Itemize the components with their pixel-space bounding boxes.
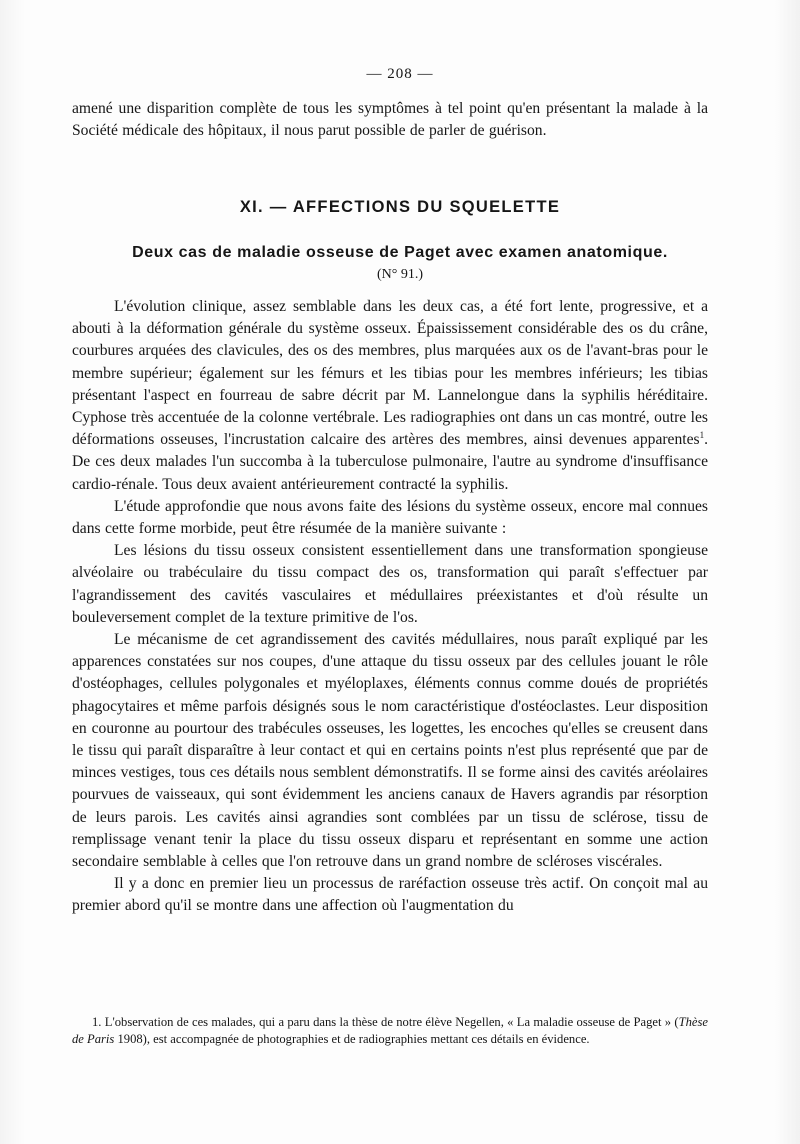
intro-paragraph-block xyxy=(72,98,708,142)
footnote-thesis-title: Thèse de Paris xyxy=(72,1015,708,1046)
paragraph-rarefaction: Il y a donc en premier lieu un processus de raréfaction osseuse très actif. On conçoit mal au premier abord qu'il se montre dans une affection où l'augmentation du xyxy=(72,875,708,915)
paragraph-mechanism: Le mécanisme de cet agrandissement des cavités médullaires, nous paraît expliqué par les apparences constatées sur nos coupes, d'une attaque du tissu osseux par des cellules jouant le rôle d'ostéophages, cellules polygonales et myéloplaxes, éléments connus comme doués de propriétés phagocytaires et même parfois désignés sous le nom caractéristique d'ostéoclastes. Leur disposition en couronne au pourtour des trabécules osseuses, les logettes, les encoches qu'elles se creusent dans le tissu qui paraît disparaître à leur contact et qui en certains points n'est plus représenté que par de minces vestiges, tous ces détails nous semblent démonstratifs. Il se forme ainsi des cavités aréolaires pourvues de vaisseaux, qui sont évidemment les anciens canaux de Havers agrandis par résorption de leurs parois. Les cavités ainsi agrandies sont comblées par un tissu de sclérose, tissu de remplissage venant tenir la place du tissu osseux disparu et représentant en somme une action secondaire semblable à celles que l'on retrouve dans un grand nombre de scléroses viscérales. xyxy=(72,631,708,871)
body-text xyxy=(72,296,708,918)
footnote-text xyxy=(72,1014,708,1048)
footnote xyxy=(72,1014,708,1048)
paragraph-clinical-evolution xyxy=(72,296,708,496)
footnote-marker: 1. xyxy=(92,1015,102,1029)
paragraph-lesions: Les lésions du tissu osseux consistent essentiellement dans une transformation spongieuse alvéolaire ou trabéculaire du tissu compact des os, transformation qui paraît s'effectuer par l'agrandissement des cavités vasculaires et médullaires préexistantes et d'où résulte un bouleversement complet de la texture primitive de l'os. xyxy=(72,542,708,626)
section-title: XI. — AFFECTIONS DU SQUELETTE xyxy=(239,198,561,216)
paragraph-study: L'étude approfondie que nous avons faite des lésions du système osseux, encore mal connues dans cette forme morbide, peut être résumée de la manière suivante : xyxy=(72,497,708,538)
footnote-text-a: L'observation de ces malades, qui a paru dans la thèse de notre élève Negellen, « La maladie osseuse de Paget » ( xyxy=(104,1015,679,1029)
footnote-reference[interactable]: 1 xyxy=(699,430,705,441)
paragraph-text-continued: . De ces deux malades l'un succomba à la tuberculose pulmonaire, l'autre au syndrome d'insuffisance cardio-rénale. Tous deux avaient antérieurement contracté la syphilis. xyxy=(72,431,708,493)
footnote-text-b: 1908), est accompagnée de photographies et de radiographies mettant ces détails en évidence. xyxy=(114,1032,590,1046)
section-subtitle: Deux cas de maladie osseuse de Paget avec examen anatomique. xyxy=(132,244,668,261)
reference-number: (N° 91.) xyxy=(376,267,424,282)
page-number: — 208 — xyxy=(366,66,434,82)
intro-paragraph: amené une disparition complète de tous les symptômes à tel point qu'en présentant la malade à la Société médicale des hôpitaux, il nous parut possible de parler de guérison. xyxy=(72,100,708,140)
paragraph-text: L'évolution clinique, assez semblable dans les deux cas, a été fort lente, progressive, et a abouti à la déformation générale du système osseux. Épaississement considérable des os du crâne, courbures arquées des clavicules, des os des membres, plus marquées aux os de l'avant-bras pour le membre supérieur; également sur les fémurs et les tibias pour les membres inférieurs; les tibias présentant l'aspect en fourreau de sabre décrit par M. Lannelongue dans la syphilis héréditaire. Cyphose très accentuée de la colonne vertébrale. Les radiographies ont dans un cas montré, outre les déformations osseuses, l'incrustation calcaire des artères des membres, ainsi devenues apparentes xyxy=(72,298,708,449)
